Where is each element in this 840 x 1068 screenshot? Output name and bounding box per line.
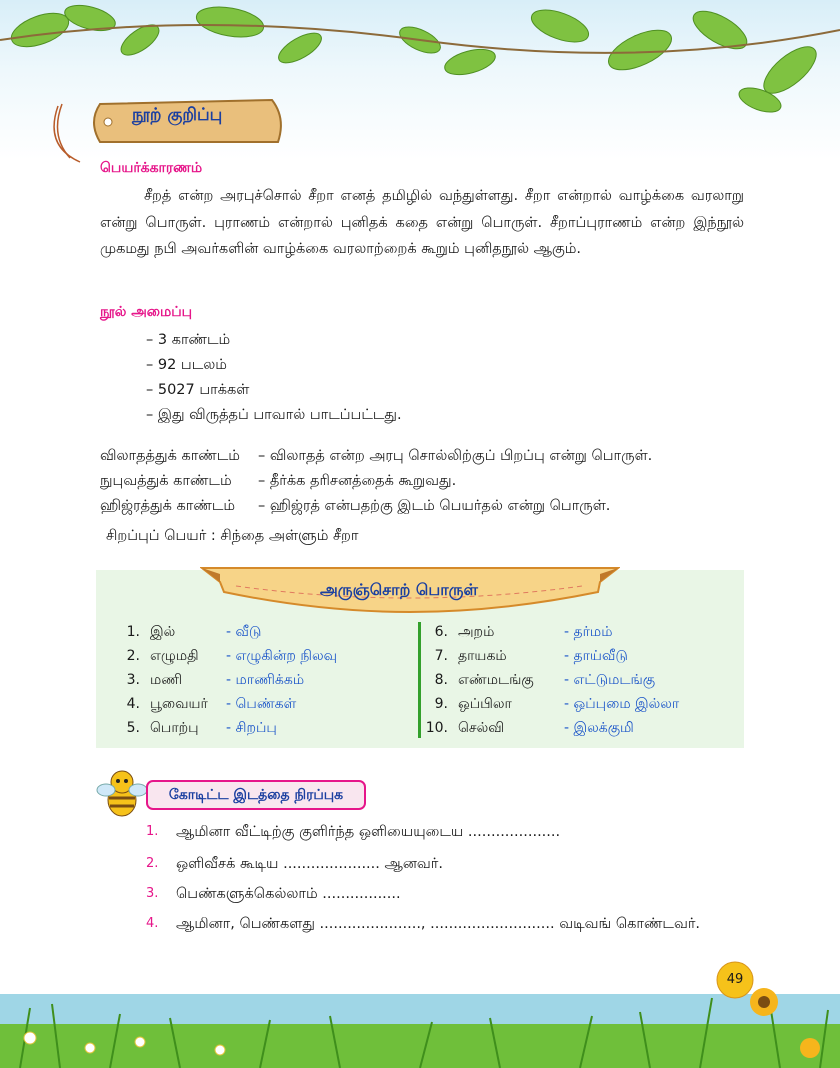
glossary-row: 7. தாயகம் - தாய்வீடு (434, 648, 628, 664)
glossary-row: 6. அறம் - தர்மம் (434, 624, 613, 640)
glossary-row: 8. எண்மடங்கு - எட்டுமடங்கு (434, 672, 656, 688)
kandam-list (100, 444, 652, 519)
glossary-right-column (418, 620, 679, 740)
structure-list (146, 328, 402, 428)
kandam-name: நுபுவத்துக் காண்டம் (100, 473, 232, 489)
glossary-row: 2. எழுமதி - எழுகின்ற நிலவு (126, 648, 338, 664)
kandam-row (100, 494, 652, 519)
glossary-row: 4. பூவையர் - பெண்கள் (126, 696, 297, 712)
glossary-row: 3. மணி - மாணிக்கம் (126, 672, 305, 688)
kandam-name: விலாதத்துக் காண்டம் (100, 448, 240, 464)
grass-lake-decoration (0, 958, 840, 1068)
glossary-left-column (110, 620, 337, 740)
structure-heading: நூல் அமைப்பு (100, 304, 193, 320)
question-row: 2. ஒளிவீசக் கூடிய ..................... ஆனவர். (146, 856, 443, 872)
glossary-title: அருஞ்சொற் பொருள் (320, 580, 478, 599)
kandam-name: ஹிஜ்ரத்துக் காண்டம் (100, 498, 236, 514)
kandam-row (100, 444, 652, 469)
section-tag-title: நூற் குறிப்பு (132, 105, 223, 125)
structure-item: – இது விருத்தப் பாவால் பாடப்பட்டது. (146, 407, 402, 423)
glossary-row: 9. ஒப்பிலா - ஒப்புமை இல்லா (434, 696, 680, 712)
reason-text: சீறத் என்ற அரபுச்சொல் சீறா எனத் தமிழில் வந்துள்ளது. சீறா என்றால் வாழ்க்கை வரலாறு என்று பொருள். புராணம் என்றால் புனிதக் கதை என்று பொருள். சீறாப்புராணம் என்ற இந்நூல் முகமது நபி அவர்களின் வாழ்க்கை வரலாற்றைக் கூறும் புனிதநூல் ஆகும். (100, 188, 744, 257)
special-name: சிறப்புப் பெயர் : சிந்தை அள்ளும் சீறா (106, 528, 359, 544)
kandam-desc: – தீர்க்க தரிசனத்தைக் கூறுவது. (258, 473, 457, 489)
reason-heading: பெயர்க்காரணம் (100, 160, 203, 176)
reason-paragraph (100, 183, 744, 263)
page-number: 49 (726, 972, 744, 987)
fill-blanks-label: கோடிட்ட இடத்தை நிரப்புக (146, 780, 366, 810)
glossary-row: 5. பொற்பு - சிறப்பு (126, 720, 277, 736)
kandam-desc: – ஹிஜ்ரத் என்பதற்கு இடம் பெயர்தல் என்று பொருள். (258, 498, 611, 514)
structure-item: – 3 காண்டம் (146, 332, 231, 348)
glossary-row: 1. இல் - வீடு (126, 624, 262, 640)
structure-item: – 5027 பாக்கள் (146, 382, 250, 398)
glossary-row: 10. செல்வி - இலக்குமி (425, 720, 634, 736)
structure-item: – 92 படலம் (146, 357, 227, 373)
question-row: 3. பெண்களுக்கெல்லாம் ................. (146, 886, 401, 902)
question-row: 1. ஆமினா வீட்டிற்கு குளிர்ந்த ஒளியையுடைய .................... (146, 824, 561, 840)
kandam-row (100, 469, 652, 494)
kandam-desc: – விலாதத் என்ற அரபு சொல்லிற்குப் பிறப்பு என்று பொருள். (258, 448, 653, 464)
question-row: 4. ஆமினா, பெண்களது ......................, ........................... வடிவங் கொண்டவர். (146, 916, 701, 932)
bee-icon (96, 766, 148, 822)
